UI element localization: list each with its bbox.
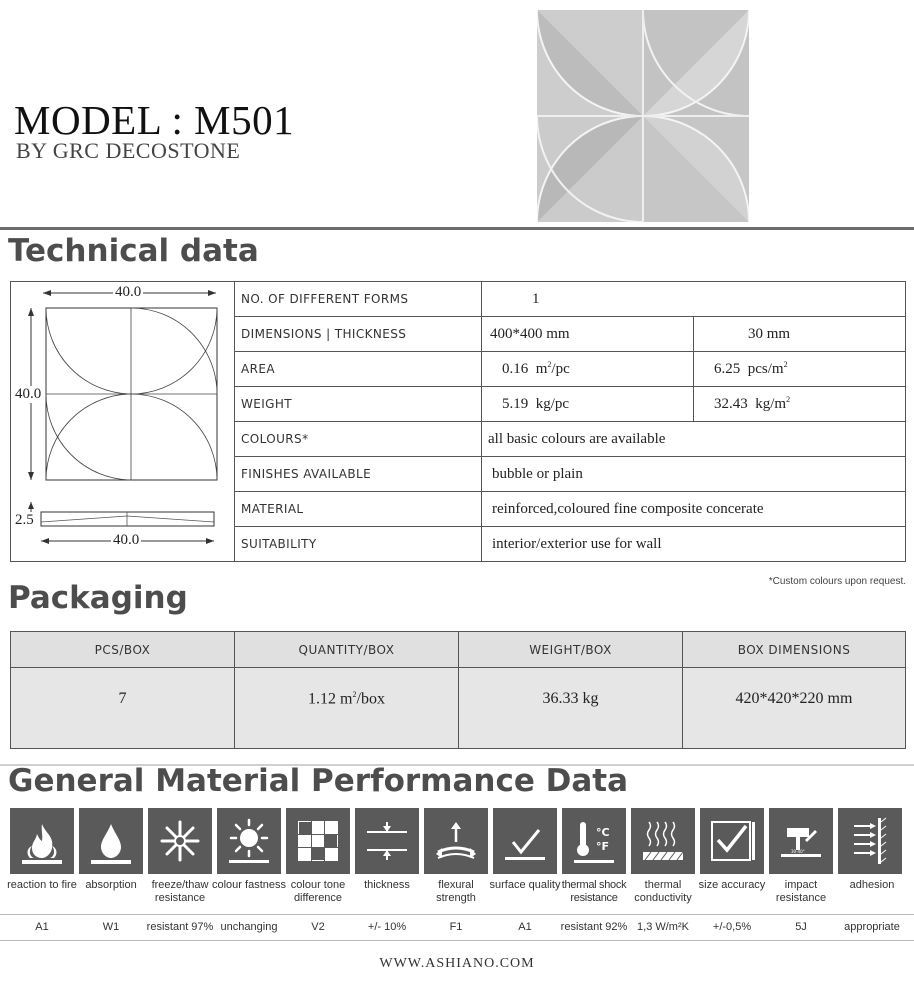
row-label: AREA [235, 352, 482, 387]
row-label: WEIGHT [235, 387, 482, 422]
perf-label: thickness [364, 879, 410, 891]
footer-url: WWW.ASHIANO.COM [379, 956, 535, 971]
pack-header-weight: WEIGHT/BOX [459, 632, 683, 668]
perf-value: resistant 97% [146, 921, 214, 933]
perf-label: thermal conductivity [634, 879, 692, 904]
values-divider-top [0, 914, 914, 915]
perf-label: flexural strength [436, 879, 476, 904]
perf-label: size accuracy [698, 879, 766, 891]
row-value: 5.19 kg/pc [482, 387, 694, 422]
row-value: reinforced,coloured fine composite concerate [482, 492, 906, 527]
perf-value: V2 [311, 921, 325, 933]
perf-label: absorption [85, 879, 137, 891]
row-value: 1 [482, 282, 906, 317]
drawing-side-width-label: 40.0 [113, 532, 140, 548]
svg-text:°F: °F [596, 840, 610, 853]
flexural-bend-icon [424, 808, 488, 874]
svg-text:30-40°: 30-40° [791, 849, 805, 854]
row-label: COLOURS* [235, 422, 482, 457]
technical-drawing [11, 282, 235, 561]
row-value: 0.16 $m^2/pc$ [482, 352, 694, 387]
row-label: MATERIAL [235, 492, 482, 527]
perf-value: +/- 10% [367, 921, 407, 933]
product-photo [537, 10, 749, 222]
technical-section-title: Technical data [8, 233, 259, 269]
perf-value: A1 [35, 921, 49, 933]
svg-text:°C: °C [596, 826, 610, 839]
row-value-2: 30 mm [694, 317, 906, 352]
row-value: all basic colours are available [482, 422, 906, 457]
perf-label: colour fastness [212, 879, 286, 891]
drawing-height-label: 40.0 [15, 386, 42, 402]
row-label: DIMENSIONS | THICKNESS [235, 317, 482, 352]
sun-icon [217, 808, 281, 874]
perf-value: W1 [102, 921, 120, 933]
row-value-2: 6.25 pcs/$m^2$ [694, 352, 906, 387]
perf-value: F1 [449, 921, 463, 933]
row-value-2: 32.43 $kg/m^2$ [694, 387, 906, 422]
perf-label: colour tone difference [290, 879, 346, 904]
perf-label: reaction to fire [7, 879, 77, 891]
pack-value-quantity: 1.12 $m^2$/box [235, 668, 459, 749]
perf-value: appropriate [844, 921, 900, 933]
perf-value: A1 [518, 921, 532, 933]
square-check-icon [700, 808, 764, 874]
perf-label: surface quality [489, 879, 561, 891]
model-title: MODEL : M501 [14, 97, 295, 143]
row-label: NO. OF DIFFERENT FORMS [235, 282, 482, 317]
row-label: SUITABILITY [235, 527, 482, 561]
snowflake-icon [148, 808, 212, 874]
packaging-table [10, 631, 906, 749]
pack-header-dimensions: BOX DIMENSIONS [683, 632, 905, 668]
row-value: bubble or plain [482, 457, 906, 492]
packaging-section-title: Packaging [8, 580, 188, 616]
pack-value-dimensions: 420*420*220 mm [735, 690, 853, 707]
pack-value-pcs: 7 [11, 668, 235, 749]
perf-value: 1,3 W/m²K [637, 921, 689, 933]
wall-arrows-icon [838, 808, 902, 874]
hammer-icon [769, 808, 833, 874]
thermometer-icon [562, 808, 626, 874]
header-divider [0, 227, 914, 230]
water-drop-icon [79, 808, 143, 874]
perf-label: impact resistance [775, 879, 827, 904]
heat-waves-icon [631, 808, 695, 874]
thickness-arrows-icon [355, 808, 419, 874]
row-value: 400*400 mm [482, 317, 694, 352]
perf-value: unchanging [220, 921, 278, 933]
checker-grid-icon [286, 808, 350, 874]
values-divider-bottom [0, 940, 914, 941]
pack-header-pcs: PCS/BOX [11, 632, 235, 668]
perf-value: resistant 92% [560, 921, 628, 933]
technical-table [10, 281, 906, 562]
perf-label: freeze/thaw resistance [151, 879, 209, 904]
perf-value: +/-0,5% [712, 921, 752, 933]
perf-label: thermal shock resistance [561, 879, 627, 904]
performance-section-title: General Material Performance Data [8, 763, 629, 799]
drawing-width-label: 40.0 [115, 284, 142, 300]
pack-header-quantity: QUANTITY/BOX [235, 632, 459, 668]
fire-icon [10, 808, 74, 874]
perf-label: adhesion [849, 879, 895, 891]
model-subtitle: BY GRC DECOSTONE [16, 138, 241, 163]
row-label: FINISHES AVAILABLE [235, 457, 482, 492]
perf-value: 5J [795, 921, 807, 933]
checkmark-surface-icon [493, 808, 557, 874]
row-value: interior/exterior use for wall [492, 535, 662, 552]
drawing-thickness-label: 2.5 [15, 512, 34, 528]
pack-value-weight: 36.33 kg [459, 668, 683, 749]
custom-colours-note: *Custom colours upon request. [768, 576, 906, 587]
